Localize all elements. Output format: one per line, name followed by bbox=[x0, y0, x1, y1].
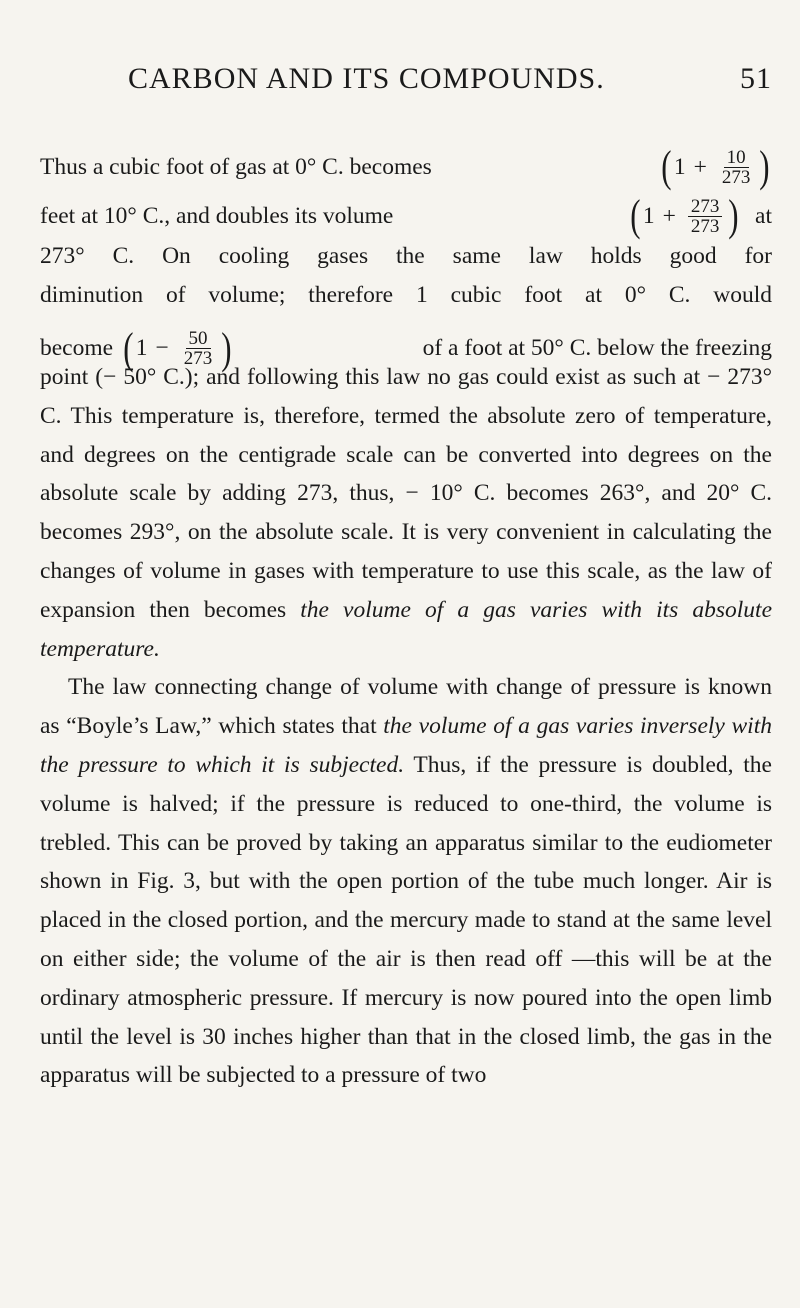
paragraph-1-text: point (− 50° C.); and following this law no gas could exist as such at − 273° C. This temperature is, therefore, termed the absolute zero of temperature, and degrees on the centigrade scale can be converted into degrees on the absolute scale by adding 273, thus, − 10° C. becomes 263°, and 20° C. becomes 293°, on the absolute scale. It is very convenient in calculating the changes of volume in gases with temperature to use this scale, as the law of expansion then becomes bbox=[40, 364, 772, 623]
body-text bbox=[40, 358, 772, 1095]
paragraph-2-text-b: Thus, if the pressure is doubled, the volume is halved; if the pressure is reduced to one-third, the volume is trebled. This can be proved by taking an apparatus similar to the eudiometer shown in Fig. 3, but with the open portion of the tube much longer. Air is placed in the closed portion, and the mercury made to stand at the same level on either side; the volume of the air is then read off —this will be at the ordinary atmospheric pressure. If mercury is now poured into the open limb until the level is 30 inches higher than that in the closed limb, the gas in the apparatus will be subjected to a pressure of two bbox=[40, 751, 772, 1089]
line-2-text: feet at 10° C., and doubles its volume bbox=[40, 202, 394, 229]
formula-block bbox=[40, 142, 772, 373]
right-paren: ) bbox=[728, 191, 739, 241]
left-paren: ( bbox=[661, 142, 672, 192]
expr-1-op: + bbox=[693, 153, 707, 180]
fraction-denominator: 273 bbox=[183, 348, 213, 370]
fraction-expression-2 bbox=[628, 191, 741, 241]
paragraph-2-text-a: The law connecting change of volume with change of pressure is known as “Boyle’s Law,” which states that bbox=[40, 674, 772, 740]
paragraph-2-emphasis: the volume of a gas varies inversely with the pressure to which it is subjected. bbox=[40, 713, 772, 778]
text-line-1 bbox=[40, 142, 772, 192]
line-2-right bbox=[628, 191, 772, 241]
expr-3-op: − bbox=[155, 335, 169, 362]
page-number: 51 bbox=[740, 62, 772, 95]
left-paren: ( bbox=[123, 323, 134, 373]
line-5-before: become bbox=[40, 335, 114, 362]
expr-3-one: 1 bbox=[135, 335, 148, 362]
fraction-expression-1 bbox=[659, 142, 772, 192]
paragraph-1-emphasis: the volume of a gas varies with its absolute temperature. bbox=[40, 596, 772, 662]
line-4-text: diminution of volume; therefore 1 cubic foot at 0° C. would bbox=[40, 282, 772, 309]
expr-2-one: 1 bbox=[642, 202, 655, 229]
line-5-after: of a foot at 50° C. below the freezing bbox=[422, 335, 772, 362]
text-line-4 bbox=[40, 276, 772, 315]
paragraph-absolute-temperature bbox=[40, 358, 772, 668]
line-1-text: Thus a cubic foot of gas at 0° C. becomes bbox=[40, 153, 432, 180]
line-3-text: 273° C. On cooling gases the same law holds good for bbox=[40, 243, 772, 270]
left-paren: ( bbox=[630, 191, 641, 241]
text-line-3 bbox=[40, 238, 772, 277]
paragraph-boyles-law bbox=[40, 668, 772, 1095]
fraction-numerator: 50 bbox=[186, 329, 211, 349]
text-line-2 bbox=[40, 191, 772, 241]
running-title: CARBON AND ITS COMPOUNDS. bbox=[128, 62, 605, 95]
expr-1-one: 1 bbox=[673, 153, 686, 180]
fraction-10-273 bbox=[719, 148, 754, 187]
fraction-numerator: 10 bbox=[724, 148, 749, 168]
fraction-denominator: 273 bbox=[721, 166, 751, 188]
fraction-numerator: 273 bbox=[688, 197, 723, 217]
right-paren: ) bbox=[759, 142, 770, 192]
line-2-after: at bbox=[755, 202, 772, 229]
fraction-denominator: 273 bbox=[690, 215, 720, 237]
expr-2-op: + bbox=[662, 202, 676, 229]
fraction-273-273 bbox=[688, 197, 723, 236]
right-paren: ) bbox=[221, 323, 232, 373]
